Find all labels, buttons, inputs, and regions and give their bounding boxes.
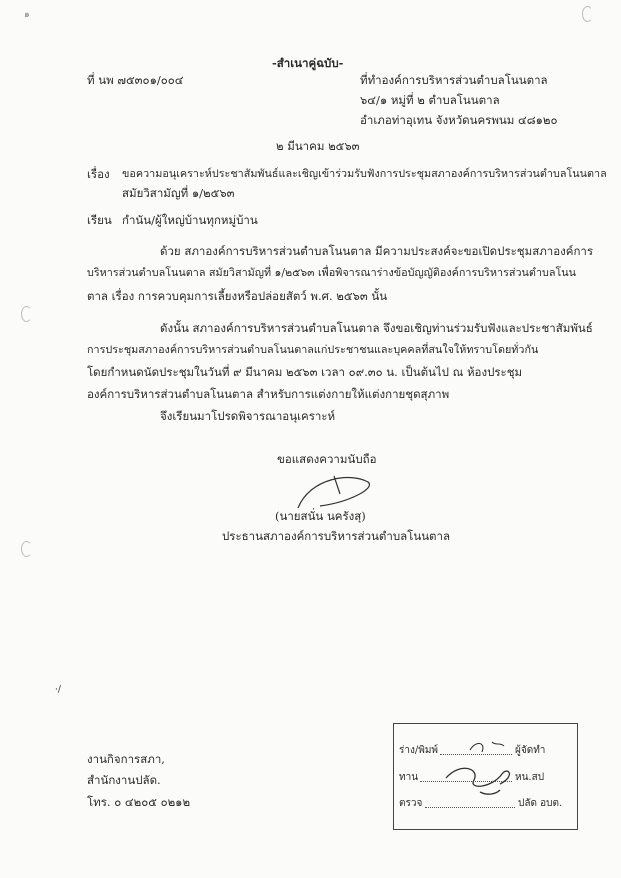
- sender-address-line2: ๖๔/๑ หมู่ที่ ๒ ตำบลโนนตาล: [360, 93, 500, 107]
- footer-office-line1: งานกิจการสภา,: [87, 752, 165, 766]
- paragraph1-line1: ด้วย สภาองค์การบริหารส่วนตำบลโนนตาล มีความประสงค์จะขอเปิดประชุมสภาองค์การ: [160, 244, 594, 258]
- footer-phone: โทร. ๐ ๔๒๐๕ ๐๒๑๒: [87, 795, 191, 809]
- stray-mark: ·/: [55, 685, 61, 695]
- stamp-row1-right: ผู้จัดทำ: [515, 745, 546, 756]
- stamp-row1-left: ร่าง/พิมพ์: [399, 745, 439, 756]
- subject-line2: สมัยวิสามัญที่ ๑/๒๕๖๓: [122, 186, 235, 200]
- recipient-label: เรียน: [87, 213, 112, 227]
- paragraph3: จึงเรียนมาโปรดพิจารณาอนุเคราะห์: [160, 409, 336, 423]
- stamp-row3-right: ปลัด อบต.: [518, 798, 563, 809]
- copy-label: -สำเนาคู่ฉบับ-: [272, 56, 344, 70]
- subject-line1: ขอความอนุเคราะห์ประชาสัมพันธ์และเชิญเข้าร่วมรับฟังการประชุมสภาองค์การบริหารส่วนตำบลโนนตาล: [122, 167, 607, 180]
- paragraph1-line2: บริหารส่วนตำบลโนนตาล สมัยวิสามัญที่ ๑/๒๕๖๓ เพื่อพิจารณาร่างข้อบัญญัติองค์การบริหารส่วนตำบลโนน: [87, 266, 577, 279]
- stamp-row3-left: ตรวจ: [399, 798, 423, 809]
- sender-address-line3: อำเภอท่าอุเทน จังหวัดนครพนม ๔๘๑๒๐: [360, 113, 558, 127]
- stamp-row2-right: หน.สป: [515, 772, 545, 783]
- paragraph2-line1: ดังนั้น สภาองค์การบริหารส่วนตำบลโนนตาล จึงขอเชิญท่านร่วมรับฟังและประชาสัมพันธ์: [160, 321, 593, 335]
- reference-number: ที่ นพ ๗๕๓๐๑/๐๐๔: [87, 73, 184, 87]
- stamp-row3-line: [425, 807, 515, 808]
- paragraph2-line2: การประชุมสภาองค์การบริหารส่วนตำบลโนนตาลแก่ประชาชนและบุคคลที่สนใจให้ทราบโดยทั่วกัน: [87, 343, 539, 356]
- sender-address-line1: ที่ทำองค์การบริหารส่วนตำบลโนนตาล: [360, 73, 548, 87]
- subject-label: เรื่อง: [87, 167, 110, 181]
- paragraph2-line3: โดยกำหนดนัดประชุมในวันที่ ๙ มีนาคม ๒๕๖๓ เวลา ๐๙.๓๐ น. เป็นต้นไป ณ ห้องประชุม: [87, 365, 523, 379]
- corner-mark: ๑: [24, 10, 30, 20]
- paragraph2-line4: องค์การบริหารส่วนตำบลโนนตาล สำหรับการแต่งกายให้แต่งกายชุดสุภาพ: [87, 387, 450, 401]
- recipient-text: กำนัน/ผู้ใหญ่บ้านทุกหมู่บ้าน: [122, 213, 258, 227]
- signer-name: (นายสนั่น นครังสุ): [275, 509, 366, 523]
- paragraph1-line3: ตาล เรื่อง การควบคุมการเลี้ยงหรือปล่อยสัตว์ พ.ศ. ๒๕๖๓ นั้น: [87, 289, 388, 303]
- closing-phrase: ขอแสดงความนับถือ: [277, 452, 377, 466]
- punch-hole-lower: [21, 541, 32, 557]
- punch-hole-top: [582, 6, 593, 22]
- footer-office-line2: สำนักงานปลัด.: [87, 773, 161, 787]
- punch-hole-middle: [21, 306, 32, 322]
- letter-date: ๒ มีนาคม ๒๕๖๓: [276, 139, 360, 153]
- initials-scribble: [440, 732, 520, 802]
- stamp-row2-left: ทาน: [399, 772, 419, 783]
- signer-title: ประธานสภาองค์การบริหารส่วนตำบลโนนตาล: [222, 529, 451, 543]
